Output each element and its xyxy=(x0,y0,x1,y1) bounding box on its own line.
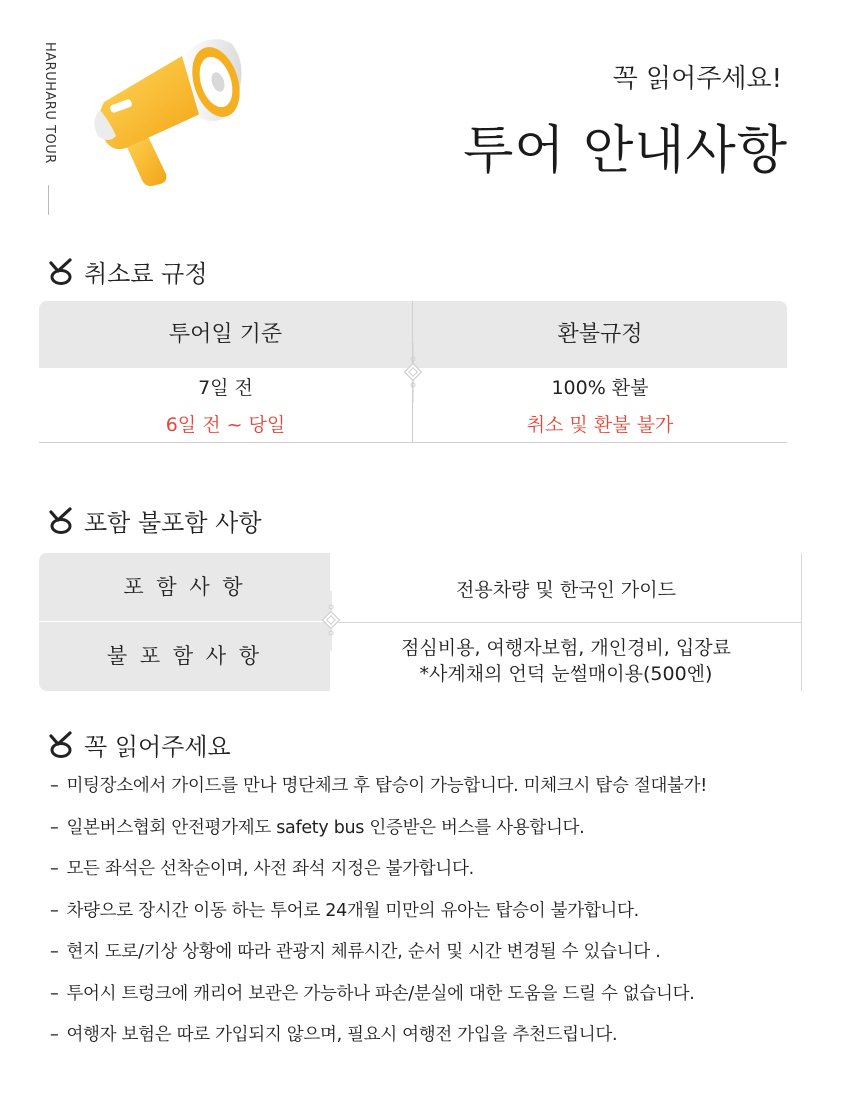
table-right-line xyxy=(801,553,802,691)
list-item: – 차량으로 장시간 이동 하는 투어로 24개월 미만의 유아는 탑승이 불가합니다. xyxy=(50,897,707,939)
table-bottom-line xyxy=(39,442,787,443)
cancellation-table xyxy=(39,301,787,443)
list-item: – 모든 좌석은 선착순이며, 사전 좌석 지정은 불가합니다. xyxy=(50,855,707,897)
column-header-tour-day: 투어일 기준 xyxy=(168,322,283,347)
row1-refund: 100% 환불 xyxy=(551,377,649,399)
section-title: 취소료 규정 xyxy=(84,260,208,288)
knot-ornament-icon xyxy=(320,591,342,651)
brand-vertical-text: HARUHARU TOUR xyxy=(42,42,57,164)
check-mark-icon xyxy=(48,507,74,535)
list-item: – 여행자 보험은 따로 가입되지 않으며, 필요시 여행전 가입을 추천드립니다. xyxy=(50,1021,707,1063)
section-heading-inclusions xyxy=(48,503,262,538)
list-item: – 일본버스협회 안전평가제도 safety bus 인증받은 버스를 사용합니다. xyxy=(50,814,707,856)
list-item: – 미팅장소에서 가이드를 만나 명단체크 후 탑승이 가능합니다. 미체크시 탑승 절대불가! xyxy=(50,772,707,814)
check-mark-icon xyxy=(48,731,74,759)
list-item: – 투어시 트렁크에 캐리어 보관은 가능하나 파손/분실에 대한 도움을 드릴 수 없습니다. xyxy=(50,980,707,1022)
row2-when: 6일 전 ~ 당일 xyxy=(165,414,286,436)
included-value: 전용차량 및 한국인 가이드 xyxy=(455,579,676,601)
brand-divider-line xyxy=(48,185,49,215)
column-header-refund: 환불규정 xyxy=(557,322,643,347)
section-title: 포함 불포함 사항 xyxy=(84,509,262,537)
included-label: 포 함 사 항 xyxy=(39,553,330,621)
notice-list xyxy=(50,772,707,1063)
section-heading-cancellation xyxy=(48,254,208,289)
row2-refund: 취소 및 환불 불가 xyxy=(526,414,674,436)
excluded-label: 불 포 함 사 항 xyxy=(39,622,330,691)
section-title: 꼭 읽어주세요 xyxy=(84,733,231,761)
page-title: 투어 안내사항 xyxy=(463,121,788,181)
megaphone-icon xyxy=(82,24,252,189)
row1-when: 7일 전 xyxy=(198,377,253,399)
row-separator xyxy=(331,622,802,623)
inclusions-table xyxy=(39,553,802,691)
list-item: – 현지 도로/기상 상황에 따라 관광지 체류시간, 순서 및 시간 변경될 수 있습니다 . xyxy=(50,938,707,980)
excluded-value-line1: 점심비용, 여행자보험, 개인경비, 입장료 xyxy=(401,637,731,659)
header-kicker: 꼭 읽어주세요! xyxy=(612,64,782,94)
section-heading-notice xyxy=(48,727,231,762)
excluded-value-line2: *사계채의 언덕 눈썰매이용(500엔) xyxy=(419,663,713,685)
check-mark-icon xyxy=(48,258,74,286)
